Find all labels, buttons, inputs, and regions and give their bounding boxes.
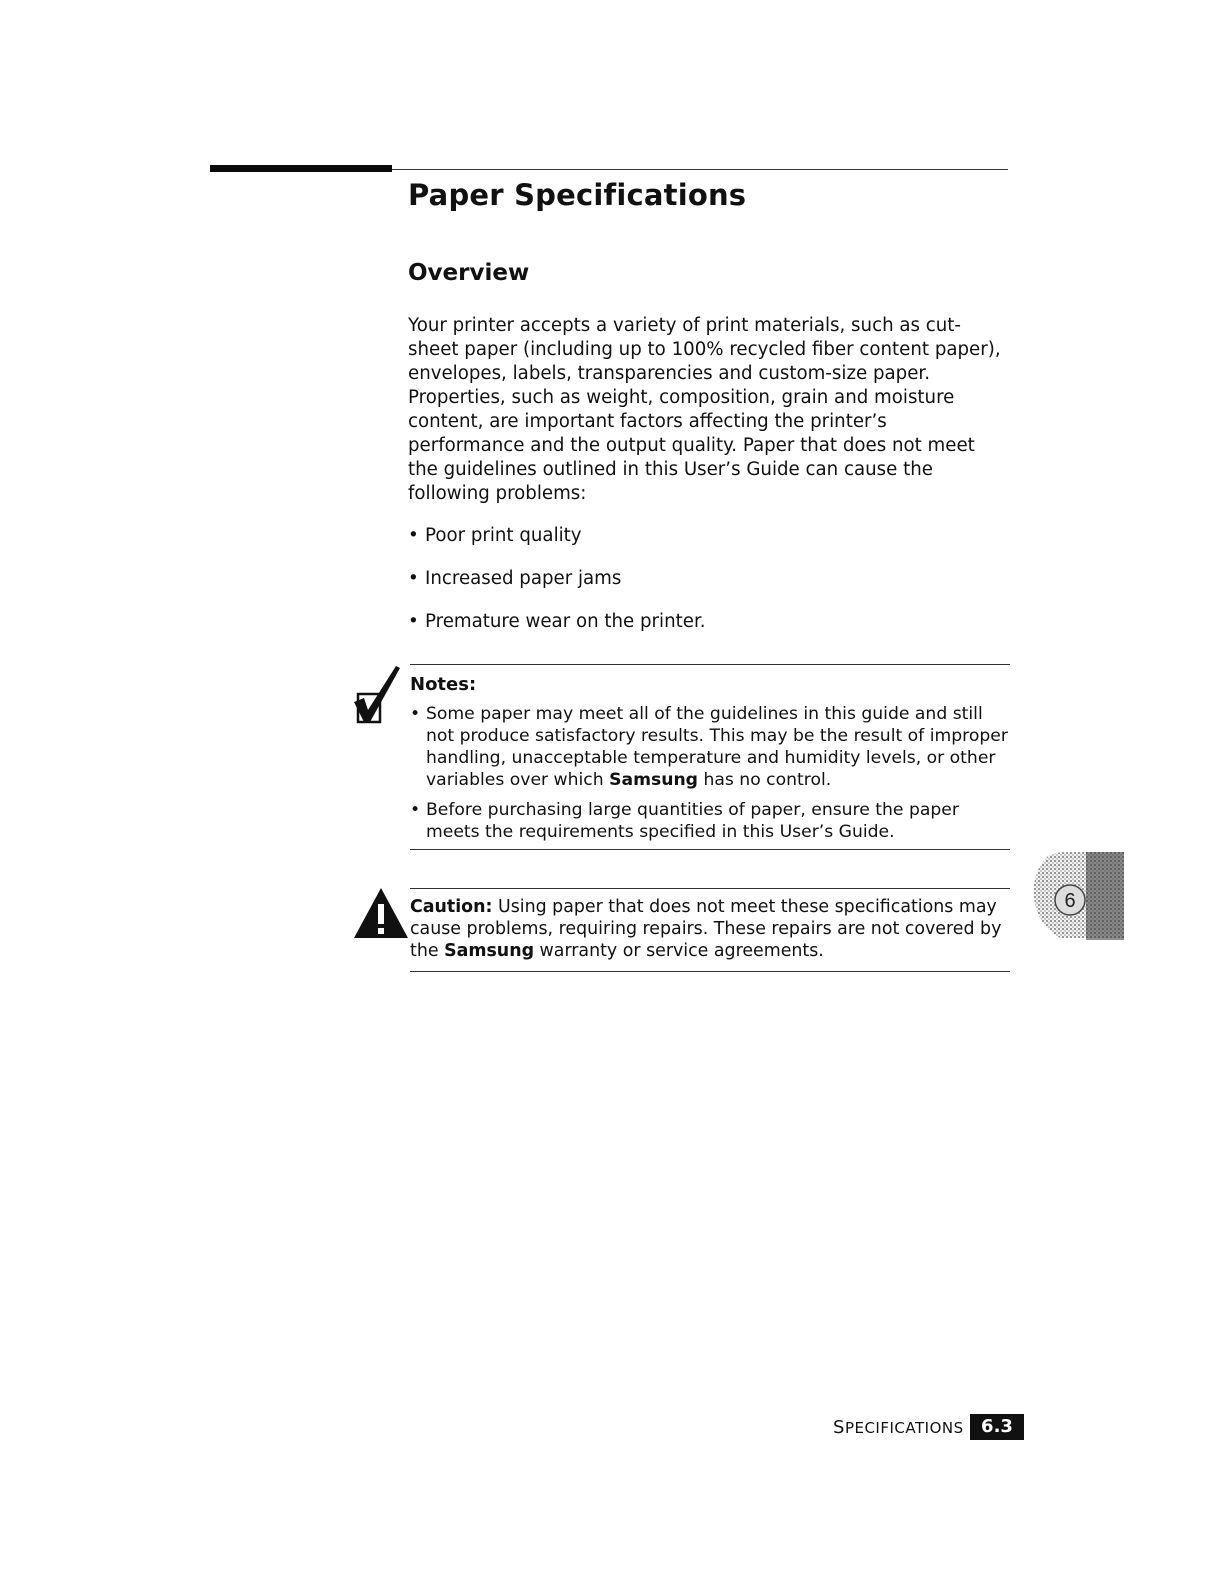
list-item: • Increased paper jams — [408, 568, 622, 589]
chapter-tab — [1030, 852, 1124, 940]
bullet-icon: • — [408, 568, 419, 589]
bullet-icon: • — [408, 611, 419, 632]
warning-triangle-icon — [352, 886, 410, 940]
notes-title: Notes: — [410, 674, 477, 695]
brand-name: Samsung — [444, 941, 535, 961]
bullet-icon: • — [408, 525, 419, 546]
notes-top-rule — [410, 664, 1010, 665]
page-title: Paper Specifications — [408, 178, 747, 212]
bullet-icon: • — [410, 800, 421, 820]
notes-bottom-rule — [410, 849, 1010, 850]
header-rule-thin — [392, 169, 1008, 170]
header-rule-thick — [210, 165, 392, 172]
page-number: 6.3 — [970, 1414, 1024, 1440]
list-item: • Premature wear on the printer. — [408, 611, 706, 632]
list-item: • Poor print quality — [408, 525, 582, 546]
chapter-number: 6 — [1064, 890, 1076, 912]
note-item: • Some paper may meet all of the guidelines in this guide and still not produce satisfactory results. This may be the result of improper handling, unacceptable temperature and humidity levels, or other variables over which Samsung has no control. — [410, 704, 1008, 790]
brand-name: Samsung — [609, 770, 698, 790]
overview-paragraph: Your printer accepts a variety of print materials, such as cut-sheet paper (including up to 100% recycled fiber content paper), envelopes, labels, transparencies and custom-size paper. Properties, such as weight, composition, grain and moisture content, are important factors affecting the printer’s performance and the output quality. Paper that does not meet the guidelines outlined in this User’s Guide can cause the following problems: — [408, 315, 1001, 504]
footer-section-label: SPECIFICATIONS — [833, 1417, 964, 1438]
caution-label: Caution: — [410, 897, 493, 917]
caution-bottom-rule — [410, 971, 1010, 972]
bullet-icon: • — [410, 704, 421, 724]
section-heading: Overview — [408, 260, 530, 286]
note-item: • Before purchasing large quantities of paper, ensure the paper meets the requirements specified in this User’s Guide. — [410, 800, 959, 842]
caution-text: Caution: Using paper that does not meet these specifications may cause problems, requiring repairs. These repairs are not covered by the Samsung warranty or service agreements. — [410, 897, 1002, 961]
checkmark-note-icon — [352, 664, 404, 726]
caution-top-rule — [410, 888, 1010, 889]
